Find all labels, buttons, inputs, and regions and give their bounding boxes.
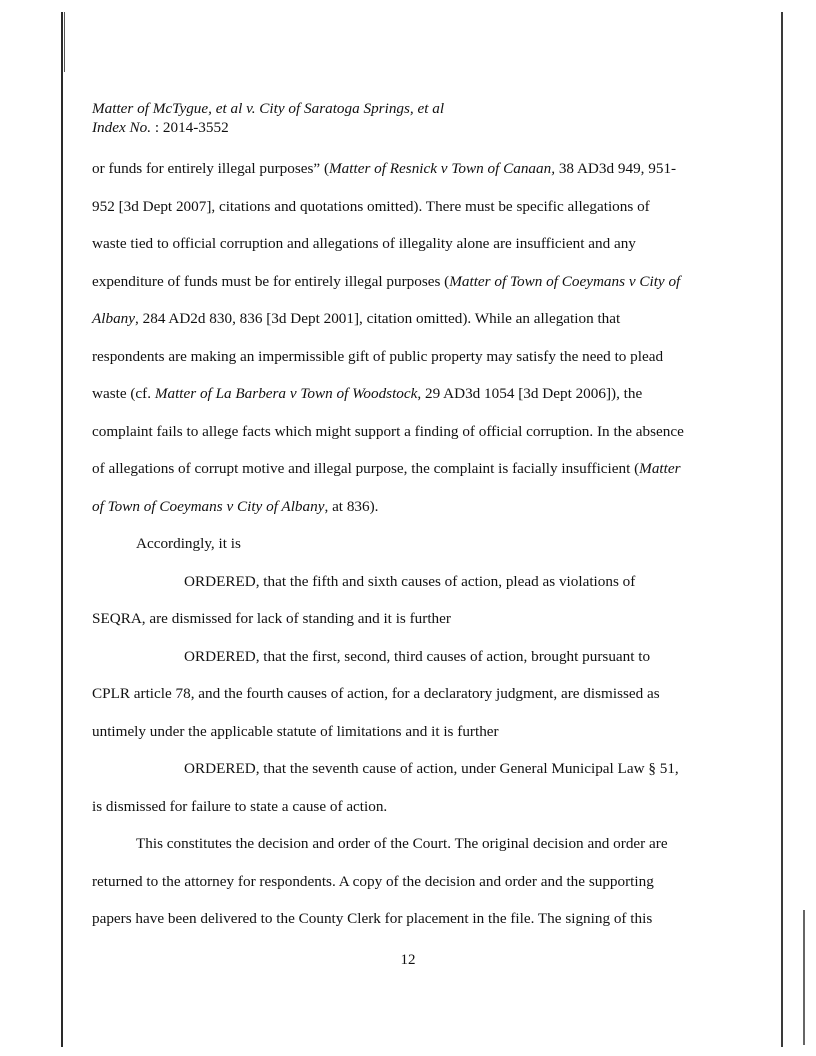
text-line — [92, 225, 722, 263]
text-line — [92, 525, 722, 563]
text-run: untimely under the applicable statute of limitations and it is further — [92, 722, 499, 740]
text-line — [92, 863, 722, 901]
document-body — [92, 150, 722, 938]
text-run: , 284 AD2d 830, 836 [3d Dept 2001], citation omitted). While an allegation that — [135, 310, 621, 327]
text-run: respondents are making an impermissible gift of public property may satisfy the need to plead — [92, 347, 664, 365]
text-run: , at 836). — [324, 497, 379, 515]
text-line — [92, 488, 722, 526]
index-number — [92, 118, 444, 137]
text-run: waste tied to official corruption and allegations of illegality alone are insufficient and any — [92, 235, 636, 252]
text-line — [92, 338, 722, 376]
text-run: papers have been delivered to the County Clerk for placement in the file. The signing of this — [92, 910, 653, 927]
text-run: SEQRA, are dismissed for lack of standing and it is further — [92, 610, 451, 627]
text-run: , 29 AD3d 1054 [3d Dept 2006]), the — [417, 385, 643, 402]
case-citation: Matter of Town of Coeymans v City of — [449, 272, 681, 290]
text-run: 38 AD3d 949, 951- — [555, 160, 677, 177]
text-run: waste (cf. — [92, 385, 155, 402]
running-header — [92, 99, 444, 137]
index-label: Index No. — [92, 119, 152, 136]
text-line — [92, 450, 722, 488]
text-run: is dismissed for failure to state a cause of action. — [92, 797, 388, 815]
text-line — [92, 563, 722, 601]
case-citation: Matter of Resnick v Town of Canaan, — [329, 160, 556, 177]
text-run: 952 [3d Dept 2007], citations and quotations omitted). There must be specific allegations of — [92, 197, 650, 215]
text-line — [92, 375, 722, 413]
text-run: ORDERED, that the seventh cause of action, under General Municipal Law § 51, — [184, 760, 679, 777]
text-line — [92, 600, 722, 638]
text-line — [92, 713, 722, 751]
text-line — [92, 900, 722, 938]
case-caption: Matter of McTygue, et al v. City of Saratoga Springs, et al — [92, 100, 445, 117]
index-value: 2014-3552 — [162, 119, 229, 136]
case-citation: of Town of Coeymans v City of Albany — [92, 497, 325, 515]
case-citation: Matter of La Barbera v Town of Woodstock — [154, 385, 418, 402]
case-citation: Albany — [92, 310, 136, 327]
text-run: complaint fails to allege facts which might support a finding of official corruption. In the absence — [92, 422, 684, 440]
text-line — [92, 150, 722, 188]
text-line — [92, 638, 722, 676]
text-line — [92, 825, 722, 863]
text-line — [92, 788, 722, 826]
text-run: CPLR article 78, and the fourth causes of action, for a declaratory judgment, are dismissed as — [92, 685, 660, 702]
text-line — [92, 675, 722, 713]
case-citation: Matter — [639, 460, 681, 477]
page-right-border-outer — [803, 910, 805, 1045]
text-line — [92, 300, 722, 338]
page-right-border — [781, 12, 783, 1047]
text-run: of allegations of corrupt motive and illegal purpose, the complaint is facially insufficient ( — [92, 460, 640, 477]
text-run: returned to the attorney for respondents. A copy of the decision and order and the supporting — [92, 872, 654, 890]
text-line — [92, 188, 722, 226]
text-run: This constitutes the decision and order of the Court. The original decision and order are — [136, 835, 668, 852]
page-left-border-inner — [64, 12, 65, 72]
text-run: Accordingly, it is — [136, 535, 241, 552]
page-left-border — [61, 12, 63, 1047]
page-number: 12 — [400, 952, 416, 968]
text-line — [92, 263, 722, 301]
text-run: expenditure of funds must be for entirely illegal purposes ( — [92, 272, 450, 290]
index-separator: : — [151, 119, 163, 136]
text-run: or funds for entirely illegal purposes” ( — [92, 160, 330, 177]
text-run: ORDERED, that the first, second, third causes of action, brought pursuant to — [184, 647, 651, 665]
text-run: ORDERED, that the fifth and sixth causes of action, plead as violations of — [184, 572, 636, 590]
text-line — [92, 413, 722, 451]
text-line — [92, 750, 722, 788]
